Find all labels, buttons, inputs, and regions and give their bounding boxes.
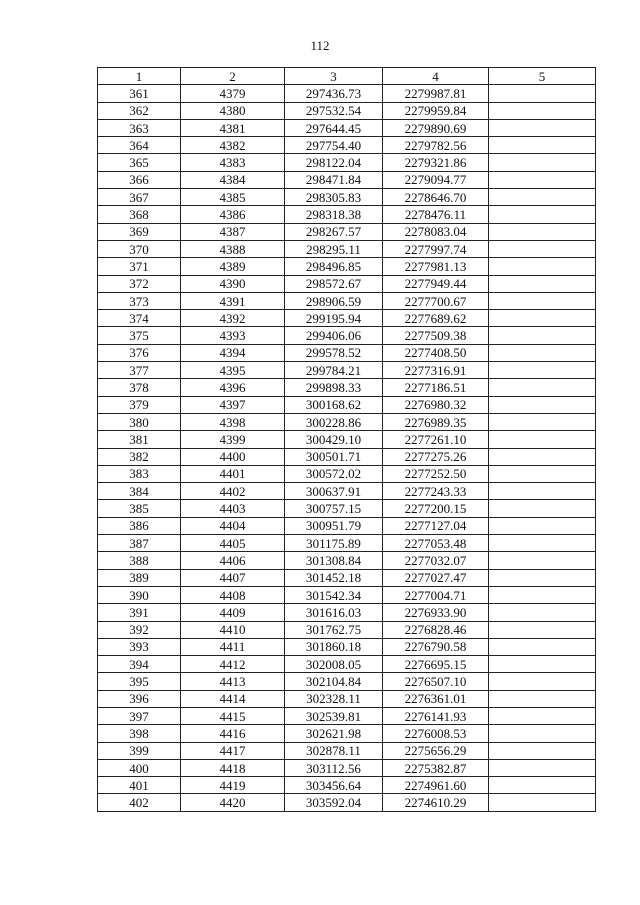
coordinates-table — [97, 67, 596, 812]
table-row — [98, 431, 596, 448]
table-cell-col-2: 4413 — [181, 673, 285, 690]
table-cell-col-1: 395 — [98, 673, 181, 690]
table-cell-col-5 — [489, 535, 596, 552]
table-cell-col-3: 302104.84 — [285, 673, 383, 690]
table-row — [98, 223, 596, 240]
table-header-row — [98, 68, 596, 85]
table-row — [98, 517, 596, 534]
table-cell-col-4: 2279959.84 — [383, 102, 489, 119]
table-cell-col-5 — [489, 154, 596, 171]
table-cell-col-3: 298471.84 — [285, 171, 383, 188]
table-body — [98, 85, 596, 811]
table-row — [98, 794, 596, 811]
table-cell-col-4: 2278476.11 — [383, 206, 489, 223]
table-cell-col-4: 2276790.58 — [383, 638, 489, 655]
table-cell-col-2: 4385 — [181, 189, 285, 206]
table-row — [98, 171, 596, 188]
table-cell-col-5 — [489, 794, 596, 811]
table-row — [98, 189, 596, 206]
table-cell-col-3: 300572.02 — [285, 465, 383, 482]
table-cell-col-3: 298267.57 — [285, 223, 383, 240]
table-row — [98, 465, 596, 482]
table-cell-col-1: 399 — [98, 742, 181, 759]
table-cell-col-5 — [489, 604, 596, 621]
table-cell-col-2: 4408 — [181, 586, 285, 603]
table-cell-col-3: 297754.40 — [285, 137, 383, 154]
table-cell-col-1: 373 — [98, 292, 181, 309]
table-cell-col-1: 396 — [98, 690, 181, 707]
table-cell-col-3: 297644.45 — [285, 119, 383, 136]
table-cell-col-3: 298906.59 — [285, 292, 383, 309]
table-cell-col-2: 4403 — [181, 500, 285, 517]
table-cell-col-1: 402 — [98, 794, 181, 811]
column-header-3: 3 — [285, 68, 383, 85]
table-cell-col-5 — [489, 483, 596, 500]
table-cell-col-5 — [489, 690, 596, 707]
table-cell-col-5 — [489, 725, 596, 742]
table-row — [98, 275, 596, 292]
table-cell-col-5 — [489, 258, 596, 275]
table-cell-col-3: 298572.67 — [285, 275, 383, 292]
table-cell-col-2: 4418 — [181, 759, 285, 776]
table-cell-col-5 — [489, 413, 596, 430]
table-cell-col-4: 2276141.93 — [383, 707, 489, 724]
table-cell-col-4: 2277261.10 — [383, 431, 489, 448]
table-cell-col-2: 4393 — [181, 327, 285, 344]
table-row — [98, 725, 596, 742]
table-cell-col-2: 4415 — [181, 707, 285, 724]
table-row — [98, 483, 596, 500]
table-cell-col-5 — [489, 119, 596, 136]
table-cell-col-2: 4386 — [181, 206, 285, 223]
table-cell-col-5 — [489, 569, 596, 586]
table-cell-col-4: 2276008.53 — [383, 725, 489, 742]
table-cell-col-5 — [489, 344, 596, 361]
table-cell-col-4: 2277053.48 — [383, 535, 489, 552]
table-cell-col-5 — [489, 379, 596, 396]
table-row — [98, 604, 596, 621]
table-cell-col-2: 4402 — [181, 483, 285, 500]
table-cell-col-1: 374 — [98, 310, 181, 327]
table-cell-col-4: 2277997.74 — [383, 240, 489, 257]
table-cell-col-2: 4400 — [181, 448, 285, 465]
table-cell-col-3: 303456.64 — [285, 777, 383, 794]
table-cell-col-2: 4420 — [181, 794, 285, 811]
page-number: 112 — [310, 38, 330, 53]
table-cell-col-4: 2277004.71 — [383, 586, 489, 603]
table-cell-col-4: 2277949.44 — [383, 275, 489, 292]
table-cell-col-2: 4414 — [181, 690, 285, 707]
column-header-5: 5 — [489, 68, 596, 85]
table-cell-col-5 — [489, 206, 596, 223]
table-cell-col-3: 300168.62 — [285, 396, 383, 413]
table-row — [98, 362, 596, 379]
table-cell-col-5 — [489, 137, 596, 154]
table-cell-col-1: 382 — [98, 448, 181, 465]
table-cell-col-5 — [489, 673, 596, 690]
table-cell-col-3: 301860.18 — [285, 638, 383, 655]
table-cell-col-5 — [489, 517, 596, 534]
table-cell-col-3: 298295.11 — [285, 240, 383, 257]
table-cell-col-5 — [489, 223, 596, 240]
table-cell-col-1: 387 — [98, 535, 181, 552]
table-cell-col-1: 371 — [98, 258, 181, 275]
table-cell-col-5 — [489, 189, 596, 206]
table-cell-col-4: 2277316.91 — [383, 362, 489, 379]
table-cell-col-5 — [489, 759, 596, 776]
table-cell-col-2: 4411 — [181, 638, 285, 655]
table-cell-col-2: 4389 — [181, 258, 285, 275]
table-cell-col-1: 378 — [98, 379, 181, 396]
table-cell-col-5 — [489, 586, 596, 603]
table-cell-col-4: 2276361.01 — [383, 690, 489, 707]
column-header-1: 1 — [98, 68, 181, 85]
table-cell-col-4: 2277408.50 — [383, 344, 489, 361]
table-row — [98, 119, 596, 136]
table-cell-col-5 — [489, 707, 596, 724]
table-cell-col-3: 298305.83 — [285, 189, 383, 206]
table-cell-col-2: 4396 — [181, 379, 285, 396]
table-row — [98, 638, 596, 655]
table-cell-col-3: 300951.79 — [285, 517, 383, 534]
table-cell-col-4: 2277027.47 — [383, 569, 489, 586]
table-cell-col-2: 4384 — [181, 171, 285, 188]
table-cell-col-4: 2279890.69 — [383, 119, 489, 136]
table-cell-col-1: 391 — [98, 604, 181, 621]
table-cell-col-2: 4379 — [181, 85, 285, 102]
table-cell-col-1: 365 — [98, 154, 181, 171]
table-cell-col-4: 2276507.10 — [383, 673, 489, 690]
table-cell-col-4: 2279782.56 — [383, 137, 489, 154]
table-cell-col-1: 370 — [98, 240, 181, 257]
table-cell-col-5 — [489, 275, 596, 292]
table-cell-col-1: 386 — [98, 517, 181, 534]
table-cell-col-1: 361 — [98, 85, 181, 102]
table-row — [98, 759, 596, 776]
table-cell-col-5 — [489, 638, 596, 655]
table-cell-col-5 — [489, 742, 596, 759]
table-cell-col-1: 364 — [98, 137, 181, 154]
table-row — [98, 85, 596, 102]
table-cell-col-5 — [489, 656, 596, 673]
table-cell-col-4: 2274610.29 — [383, 794, 489, 811]
table-row — [98, 621, 596, 638]
table-row — [98, 206, 596, 223]
table-cell-col-2: 4407 — [181, 569, 285, 586]
table-cell-col-3: 298496.85 — [285, 258, 383, 275]
table-cell-col-1: 379 — [98, 396, 181, 413]
table-cell-col-2: 4392 — [181, 310, 285, 327]
table-cell-col-4: 2277127.04 — [383, 517, 489, 534]
table-cell-col-5 — [489, 85, 596, 102]
table-cell-col-5 — [489, 465, 596, 482]
table-cell-col-1: 388 — [98, 552, 181, 569]
table-row — [98, 292, 596, 309]
table-cell-col-2: 4397 — [181, 396, 285, 413]
table-cell-col-4: 2275656.29 — [383, 742, 489, 759]
table-cell-col-4: 2275382.87 — [383, 759, 489, 776]
table-cell-col-2: 4381 — [181, 119, 285, 136]
table-cell-col-1: 398 — [98, 725, 181, 742]
table-cell-col-5 — [489, 171, 596, 188]
table-cell-col-1: 369 — [98, 223, 181, 240]
table-cell-col-1: 367 — [98, 189, 181, 206]
table-row — [98, 102, 596, 119]
table-cell-col-3: 300429.10 — [285, 431, 383, 448]
table-cell-col-1: 383 — [98, 465, 181, 482]
table-cell-col-1: 380 — [98, 413, 181, 430]
table-row — [98, 777, 596, 794]
table-cell-col-3: 301452.18 — [285, 569, 383, 586]
table-row — [98, 240, 596, 257]
table-cell-col-1: 368 — [98, 206, 181, 223]
table-cell-col-3: 302621.98 — [285, 725, 383, 742]
table-row — [98, 552, 596, 569]
table-cell-col-4: 2277509.38 — [383, 327, 489, 344]
table-row — [98, 154, 596, 171]
table-cell-col-2: 4410 — [181, 621, 285, 638]
table-cell-col-5 — [489, 777, 596, 794]
table-cell-col-1: 366 — [98, 171, 181, 188]
table-row — [98, 413, 596, 430]
table-cell-col-2: 4405 — [181, 535, 285, 552]
table-cell-col-1: 390 — [98, 586, 181, 603]
table-cell-col-1: 400 — [98, 759, 181, 776]
table-cell-col-3: 300637.91 — [285, 483, 383, 500]
table-cell-col-4: 2279987.81 — [383, 85, 489, 102]
table-cell-col-2: 4387 — [181, 223, 285, 240]
table-cell-col-2: 4383 — [181, 154, 285, 171]
table-cell-col-2: 4390 — [181, 275, 285, 292]
table-row — [98, 656, 596, 673]
table-cell-col-1: 397 — [98, 707, 181, 724]
table-cell-col-5 — [489, 621, 596, 638]
table-cell-col-4: 2277186.51 — [383, 379, 489, 396]
table-cell-col-5 — [489, 431, 596, 448]
table-cell-col-2: 4406 — [181, 552, 285, 569]
table-cell-col-3: 297532.54 — [285, 102, 383, 119]
table-cell-col-2: 4388 — [181, 240, 285, 257]
table-cell-col-2: 4394 — [181, 344, 285, 361]
table-cell-col-4: 2279094.77 — [383, 171, 489, 188]
table-cell-col-3: 299195.94 — [285, 310, 383, 327]
table-cell-col-3: 301762.75 — [285, 621, 383, 638]
table-cell-col-5 — [489, 362, 596, 379]
table-row — [98, 673, 596, 690]
table-cell-col-3: 301175.89 — [285, 535, 383, 552]
column-header-4: 4 — [383, 68, 489, 85]
table-cell-col-1: 363 — [98, 119, 181, 136]
table-cell-col-3: 297436.73 — [285, 85, 383, 102]
table-cell-col-4: 2277689.62 — [383, 310, 489, 327]
table-cell-col-3: 303592.04 — [285, 794, 383, 811]
table-cell-col-4: 2277032.07 — [383, 552, 489, 569]
table-cell-col-1: 376 — [98, 344, 181, 361]
table-cell-col-5 — [489, 310, 596, 327]
table-cell-col-1: 393 — [98, 638, 181, 655]
table-cell-col-3: 298122.04 — [285, 154, 383, 171]
table-cell-col-1: 372 — [98, 275, 181, 292]
table-cell-col-3: 301542.34 — [285, 586, 383, 603]
table-cell-col-2: 4404 — [181, 517, 285, 534]
table-cell-col-3: 302008.05 — [285, 656, 383, 673]
table-cell-col-2: 4398 — [181, 413, 285, 430]
table-cell-col-4: 2276828.46 — [383, 621, 489, 638]
table-cell-col-3: 301616.03 — [285, 604, 383, 621]
table-cell-col-4: 2277200.15 — [383, 500, 489, 517]
table-cell-col-2: 4382 — [181, 137, 285, 154]
table-cell-col-4: 2278083.04 — [383, 223, 489, 240]
table-cell-col-2: 4409 — [181, 604, 285, 621]
table-cell-col-4: 2277700.67 — [383, 292, 489, 309]
table-cell-col-4: 2276695.15 — [383, 656, 489, 673]
table-cell-col-4: 2277275.26 — [383, 448, 489, 465]
table-cell-col-1: 401 — [98, 777, 181, 794]
table-cell-col-1: 375 — [98, 327, 181, 344]
table-cell-col-5 — [489, 500, 596, 517]
table-cell-col-4: 2276933.90 — [383, 604, 489, 621]
table-cell-col-5 — [489, 102, 596, 119]
table-row — [98, 690, 596, 707]
table-cell-col-3: 299898.33 — [285, 379, 383, 396]
table-cell-col-5 — [489, 448, 596, 465]
table-cell-col-3: 299406.06 — [285, 327, 383, 344]
table-cell-col-3: 302328.11 — [285, 690, 383, 707]
table-cell-col-3: 298318.38 — [285, 206, 383, 223]
table-cell-col-3: 301308.84 — [285, 552, 383, 569]
table-cell-col-3: 299578.52 — [285, 344, 383, 361]
table-row — [98, 535, 596, 552]
table-cell-col-4: 2277252.50 — [383, 465, 489, 482]
table-cell-col-2: 4391 — [181, 292, 285, 309]
table-cell-col-4: 2279321.86 — [383, 154, 489, 171]
table-cell-col-3: 299784.21 — [285, 362, 383, 379]
table-row — [98, 569, 596, 586]
table-cell-col-2: 4416 — [181, 725, 285, 742]
column-header-2: 2 — [181, 68, 285, 85]
table-cell-col-5 — [489, 327, 596, 344]
table-row — [98, 586, 596, 603]
table-cell-col-4: 2278646.70 — [383, 189, 489, 206]
table-cell-col-1: 389 — [98, 569, 181, 586]
table-cell-col-3: 300501.71 — [285, 448, 383, 465]
table-cell-col-2: 4399 — [181, 431, 285, 448]
table-row — [98, 258, 596, 275]
table-cell-col-1: 377 — [98, 362, 181, 379]
table-cell-col-5 — [489, 396, 596, 413]
table-cell-col-1: 384 — [98, 483, 181, 500]
table-row — [98, 137, 596, 154]
table-cell-col-3: 303112.56 — [285, 759, 383, 776]
table-row — [98, 742, 596, 759]
table-cell-col-4: 2274961.60 — [383, 777, 489, 794]
table-row — [98, 379, 596, 396]
table-cell-col-2: 4401 — [181, 465, 285, 482]
table-row — [98, 310, 596, 327]
table-cell-col-2: 4395 — [181, 362, 285, 379]
table-cell-col-5 — [489, 552, 596, 569]
table-cell-col-2: 4412 — [181, 656, 285, 673]
table-cell-col-5 — [489, 240, 596, 257]
table-row — [98, 448, 596, 465]
table-row — [98, 344, 596, 361]
table-row — [98, 500, 596, 517]
table-row — [98, 327, 596, 344]
table-cell-col-5 — [489, 292, 596, 309]
table-cell-col-3: 300757.15 — [285, 500, 383, 517]
table-cell-col-1: 362 — [98, 102, 181, 119]
table-cell-col-2: 4380 — [181, 102, 285, 119]
table-cell-col-1: 381 — [98, 431, 181, 448]
table-cell-col-4: 2277981.13 — [383, 258, 489, 275]
table-cell-col-3: 302878.11 — [285, 742, 383, 759]
table-cell-col-4: 2276989.35 — [383, 413, 489, 430]
table-cell-col-2: 4419 — [181, 777, 285, 794]
table-row — [98, 396, 596, 413]
table-cell-col-4: 2276980.32 — [383, 396, 489, 413]
table-cell-col-1: 394 — [98, 656, 181, 673]
table-cell-col-3: 300228.86 — [285, 413, 383, 430]
table-cell-col-2: 4417 — [181, 742, 285, 759]
table-row — [98, 707, 596, 724]
table-cell-col-1: 385 — [98, 500, 181, 517]
table-cell-col-1: 392 — [98, 621, 181, 638]
table-cell-col-3: 302539.81 — [285, 707, 383, 724]
table-cell-col-4: 2277243.33 — [383, 483, 489, 500]
